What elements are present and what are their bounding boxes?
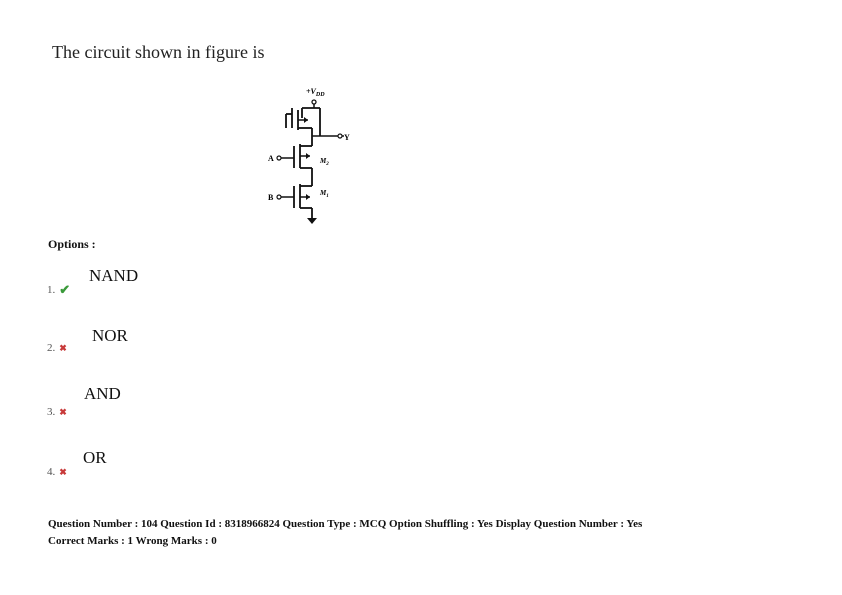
input-b-label: B: [268, 193, 274, 202]
m2-label: $M_2$: [320, 157, 329, 167]
input-a-label: A: [268, 154, 274, 163]
ground-symbol: [307, 218, 317, 224]
output-node: [338, 134, 342, 138]
question-meta-line-1: Question Number : 104 Question Id : 8318966824 Question Type : MCQ Option Shuffling : Yes Display Question Number : Yes: [48, 518, 643, 530]
m1-label: $M_1$: [320, 189, 329, 199]
option-3-number: [47, 406, 67, 418]
option-number: 4.: [47, 466, 56, 478]
option-2-number: [47, 342, 67, 354]
question-text: The circuit shown in figure is: [52, 42, 265, 62]
option-number: 1.: [47, 284, 56, 296]
option-4-number: [47, 466, 67, 478]
output-label: Y: [344, 133, 350, 142]
option-4-text: OR: [83, 448, 107, 467]
correct-check-icon: ✔: [59, 282, 71, 297]
circuit-diagram: [262, 84, 352, 232]
option-1-text: NAND: [89, 266, 139, 285]
input-b-node: [277, 195, 281, 199]
option-2-text: NOR: [92, 326, 128, 345]
vdd-label: $+V_{DD}$: [306, 87, 325, 98]
option-1-number: [47, 282, 70, 298]
option-3-text: AND: [84, 384, 121, 403]
option-number: 2.: [47, 342, 56, 354]
option-number: 3.: [47, 406, 56, 418]
input-a-node: [277, 156, 281, 160]
wrong-cross-icon: ✖: [59, 466, 67, 477]
vdd-node: [312, 100, 316, 104]
question-meta-line-2: Correct Marks : 1 Wrong Marks : 0: [48, 535, 217, 547]
wrong-cross-icon: ✖: [59, 406, 67, 417]
options-label: Options :: [48, 237, 96, 251]
wrong-cross-icon: ✖: [59, 342, 67, 353]
